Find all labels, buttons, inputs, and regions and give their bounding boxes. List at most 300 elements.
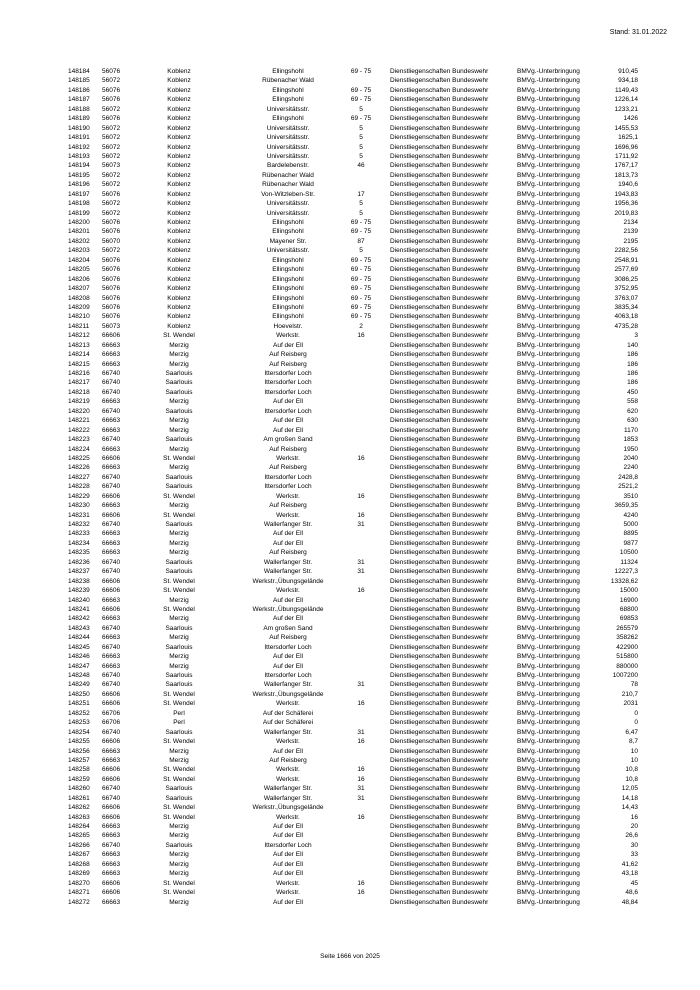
row-id-cell: 148210 — [68, 313, 90, 321]
house-number-cell: 5 — [359, 143, 363, 151]
postal-code-cell: 66740 — [102, 379, 121, 387]
row-id-cell: 148209 — [68, 303, 90, 311]
usage-cell: BMVg.-Unterbringung — [517, 143, 580, 151]
table-row — [0, 397, 700, 406]
category-cell: Dienstliegenschaften Bundeswehr — [390, 360, 489, 368]
table-row — [0, 548, 700, 557]
category-cell: Dienstliegenschaften Bundeswehr — [390, 851, 489, 859]
value-cell: 2577,69 — [614, 266, 638, 274]
row-id-cell: 148253 — [68, 719, 90, 727]
street-cell: Ellingshohl — [272, 303, 304, 311]
category-cell: Dienstliegenschaften Bundeswehr — [390, 285, 489, 293]
category-cell: Dienstliegenschaften Bundeswehr — [390, 530, 489, 538]
row-id-cell: 148270 — [68, 879, 90, 887]
category-cell: Dienstliegenschaften Bundeswehr — [390, 313, 489, 321]
table-row — [0, 794, 700, 803]
city-cell: Merzig — [169, 530, 189, 538]
city-cell: Koblenz — [167, 247, 191, 255]
street-cell: Auf Reisberg — [269, 502, 307, 510]
street-cell: Rübenacher Wald — [262, 181, 314, 189]
street-cell: Ittersdorfer Loch — [264, 643, 312, 651]
value-cell: 1625,1 — [618, 134, 638, 142]
postal-code-cell: 66663 — [102, 417, 121, 425]
category-cell: Dienstliegenschaften Bundeswehr — [390, 247, 489, 255]
street-cell: Universitätsstr. — [266, 105, 310, 113]
usage-cell: BMVg.-Unterbringung — [517, 634, 580, 642]
category-cell: Dienstliegenschaften Bundeswehr — [390, 653, 489, 661]
table-row — [0, 426, 700, 435]
city-cell: Saarlouis — [165, 624, 193, 632]
house-number-cell: 31 — [357, 568, 365, 576]
street-cell: Auf der Ell — [273, 898, 303, 906]
table-row — [0, 143, 700, 152]
city-cell: Koblenz — [167, 285, 191, 293]
usage-cell: BMVg.-Unterbringung — [517, 719, 580, 727]
value-cell: 11324 — [620, 558, 638, 566]
postal-code-cell: 66663 — [102, 870, 121, 878]
city-cell: St. Wendel — [163, 775, 195, 783]
category-cell: Dienstliegenschaften Bundeswehr — [390, 794, 489, 802]
value-cell: 68800 — [619, 605, 638, 613]
house-number-cell: 5 — [359, 134, 363, 142]
value-cell: 2019,83 — [614, 209, 638, 217]
row-id-cell: 148211 — [68, 322, 90, 330]
row-id-cell: 148266 — [68, 841, 90, 849]
category-cell: Dienstliegenschaften Bundeswehr — [390, 596, 489, 604]
category-cell: Dienstliegenschaften Bundeswehr — [390, 162, 489, 170]
usage-cell: BMVg.-Unterbringung — [517, 577, 580, 585]
value-cell: 422900 — [616, 643, 638, 651]
city-cell: Koblenz — [167, 190, 191, 198]
postal-code-cell: 56072 — [102, 152, 121, 160]
value-cell: 41,62 — [621, 860, 638, 868]
row-id-cell: 148238 — [68, 577, 90, 585]
category-cell: Dienstliegenschaften Bundeswehr — [390, 77, 489, 85]
usage-cell: BMVg.-Unterbringung — [517, 653, 580, 661]
street-cell: Hoevelstr. — [273, 322, 303, 330]
table-row — [0, 454, 700, 463]
usage-cell: BMVg.-Unterbringung — [517, 662, 580, 670]
house-number-cell: 16 — [357, 332, 365, 340]
city-cell: Koblenz — [167, 143, 191, 151]
row-id-cell: 148243 — [68, 624, 90, 632]
table-row — [0, 435, 700, 444]
value-cell: 1007200 — [612, 672, 638, 679]
category-cell: Dienstliegenschaften Bundeswehr — [390, 889, 489, 897]
value-cell: 20 — [630, 823, 638, 830]
table-row — [0, 879, 700, 888]
category-cell: Dienstliegenschaften Bundeswehr — [390, 209, 489, 217]
row-id-cell: 148256 — [68, 747, 90, 755]
postal-code-cell: 66663 — [102, 502, 121, 510]
city-cell: St. Wendel — [163, 492, 195, 500]
value-cell: 43,18 — [621, 870, 638, 878]
row-id-cell: 148201 — [68, 228, 90, 236]
category-cell: Dienstliegenschaften Bundeswehr — [390, 370, 489, 377]
city-cell: St. Wendel — [163, 454, 195, 462]
street-cell: Bardelebenstr. — [267, 162, 309, 170]
category-cell: Dienstliegenschaften Bundeswehr — [390, 521, 489, 528]
row-id-cell: 148226 — [68, 464, 90, 472]
street-cell: Wallerfanger Str. — [263, 558, 313, 566]
value-cell: 69853 — [619, 615, 638, 623]
usage-cell: BMVg.-Unterbringung — [517, 341, 580, 349]
city-cell: Koblenz — [167, 86, 191, 94]
postal-code-cell: 56073 — [102, 322, 121, 330]
row-id-cell: 148208 — [68, 294, 90, 302]
value-cell: 48,84 — [621, 898, 638, 906]
table-row — [0, 520, 700, 529]
street-cell: Wallerfanger Str. — [263, 728, 313, 736]
city-cell: Merzig — [169, 539, 189, 547]
city-cell: Koblenz — [167, 105, 191, 113]
city-cell: Merzig — [169, 898, 189, 906]
value-cell: 1233,21 — [614, 105, 638, 113]
street-cell: Auf Reisberg — [269, 360, 307, 368]
postal-code-cell: 66663 — [102, 341, 121, 349]
category-cell: Dienstliegenschaften Bundeswehr — [390, 303, 489, 311]
street-cell: Wallerfanger Str. — [263, 794, 313, 802]
value-cell: 1170 — [624, 426, 638, 434]
city-cell: Koblenz — [167, 219, 191, 226]
postal-code-cell: 66740 — [102, 728, 121, 736]
street-cell: Ittersdorfer Loch — [264, 370, 312, 377]
table-row — [0, 265, 700, 274]
city-cell: Saarlouis — [165, 681, 193, 689]
postal-code-cell: 66663 — [102, 634, 121, 642]
table-row — [0, 888, 700, 897]
house-number-cell: 69 - 75 — [350, 313, 372, 321]
table-row — [0, 294, 700, 303]
row-id-cell: 148265 — [68, 832, 90, 840]
table-row — [0, 378, 700, 387]
city-cell: Merzig — [169, 341, 189, 349]
value-cell: 10,8 — [625, 766, 638, 774]
city-cell: Koblenz — [167, 152, 191, 160]
city-cell: St. Wendel — [163, 813, 195, 821]
postal-code-cell: 56076 — [102, 275, 121, 283]
postal-code-cell: 56072 — [102, 77, 121, 85]
street-cell: Werkstr. — [276, 775, 300, 783]
usage-cell: BMVg.-Unterbringung — [517, 370, 580, 377]
table-row — [0, 511, 700, 520]
value-cell: 358262 — [616, 634, 638, 642]
row-id-cell: 148228 — [68, 483, 90, 491]
category-cell: Dienstliegenschaften Bundeswehr — [390, 775, 489, 783]
usage-cell: BMVg.-Unterbringung — [517, 587, 580, 595]
city-cell: Koblenz — [167, 162, 191, 170]
city-cell: Saarlouis — [165, 379, 193, 387]
street-cell: Am großen Sand — [263, 436, 313, 444]
street-cell: Ittersdorfer Loch — [264, 473, 312, 481]
usage-cell: BMVg.-Unterbringung — [517, 256, 580, 264]
postal-code-cell: 66663 — [102, 653, 121, 661]
postal-code-cell: 56076 — [102, 285, 121, 293]
city-cell: Koblenz — [167, 96, 191, 104]
category-cell: Dienstliegenschaften Bundeswehr — [390, 219, 489, 226]
street-cell: Auf der Ell — [273, 539, 303, 547]
postal-code-cell: 66606 — [102, 738, 121, 746]
value-cell: 8,7 — [628, 738, 638, 746]
city-cell: Koblenz — [167, 266, 191, 274]
table-row — [0, 567, 700, 576]
postal-code-cell: 66606 — [102, 775, 121, 783]
row-id-cell: 148221 — [68, 417, 90, 425]
city-cell: Merzig — [169, 351, 189, 359]
usage-cell: BMVg.-Unterbringung — [517, 332, 580, 340]
row-id-cell: 148207 — [68, 285, 90, 293]
usage-cell: BMVg.-Unterbringung — [517, 539, 580, 547]
postal-code-cell: 56076 — [102, 96, 121, 104]
city-cell: Saarlouis — [165, 521, 193, 528]
city-cell: Merzig — [169, 445, 189, 453]
table-row — [0, 747, 700, 756]
postal-code-cell: 56072 — [102, 209, 121, 217]
row-id-cell: 148189 — [68, 115, 90, 123]
value-cell: 934,18 — [618, 77, 638, 85]
street-cell: Auf der Ell — [273, 596, 303, 604]
category-cell: Dienstliegenschaften Bundeswehr — [390, 615, 489, 623]
row-id-cell: 148225 — [68, 454, 90, 462]
street-cell: Auf der Ell — [273, 341, 303, 349]
street-cell: Auf der Ell — [273, 860, 303, 868]
street-cell: Ellingshohl — [272, 219, 304, 226]
table-row — [0, 699, 700, 708]
value-cell: 10,8 — [625, 775, 638, 783]
postal-code-cell: 66663 — [102, 747, 121, 755]
category-cell: Dienstliegenschaften Bundeswehr — [390, 445, 489, 453]
table-row — [0, 180, 700, 189]
value-cell: 45 — [630, 879, 638, 887]
table-row — [0, 756, 700, 765]
value-cell: 3086,25 — [614, 275, 638, 283]
category-cell: Dienstliegenschaften Bundeswehr — [390, 558, 489, 566]
street-cell: Auf Reisberg — [269, 445, 307, 453]
category-cell: Dienstliegenschaften Bundeswehr — [390, 492, 489, 500]
table-row — [0, 850, 700, 859]
value-cell: 3510 — [623, 492, 638, 500]
table-row — [0, 605, 700, 614]
value-cell: 15000 — [619, 587, 638, 595]
street-cell: Universitätsstr. — [266, 200, 310, 208]
category-cell: Dienstliegenschaften Bundeswehr — [390, 870, 489, 878]
table-row — [0, 831, 700, 840]
value-cell: 450 — [627, 388, 638, 396]
usage-cell: BMVg.-Unterbringung — [517, 115, 580, 123]
category-cell: Dienstliegenschaften Bundeswehr — [390, 171, 489, 179]
table-row — [0, 95, 700, 104]
table-row — [0, 360, 700, 369]
table-row — [0, 643, 700, 652]
row-id-cell: 148203 — [68, 247, 90, 255]
usage-cell: BMVg.-Unterbringung — [517, 124, 580, 132]
category-cell: Dienstliegenschaften Bundeswehr — [390, 332, 489, 340]
city-cell: Merzig — [169, 634, 189, 642]
house-number-cell: 69 - 75 — [350, 228, 372, 236]
street-cell: Werkstr. — [276, 879, 300, 887]
table-row — [0, 86, 700, 95]
category-cell: Dienstliegenschaften Bundeswehr — [390, 388, 489, 396]
table-row — [0, 209, 700, 218]
category-cell: Dienstliegenschaften Bundeswehr — [390, 379, 489, 387]
postal-code-cell: 66606 — [102, 587, 121, 595]
usage-cell: BMVg.-Unterbringung — [517, 766, 580, 774]
category-cell: Dienstliegenschaften Bundeswehr — [390, 96, 489, 104]
postal-code-cell: 66606 — [102, 511, 121, 519]
postal-code-cell: 66663 — [102, 398, 121, 406]
street-cell: Werkstr. — [276, 492, 300, 500]
usage-cell: BMVg.-Unterbringung — [517, 162, 580, 170]
row-id-cell: 148188 — [68, 105, 90, 113]
street-cell: Auf der Schäferei — [262, 709, 314, 717]
value-cell: 1767,17 — [614, 162, 638, 170]
value-cell: 3763,07 — [614, 294, 638, 302]
usage-cell: BMVg.-Unterbringung — [517, 605, 580, 613]
table-row — [0, 803, 700, 812]
usage-cell: BMVg.-Unterbringung — [517, 738, 580, 746]
value-cell: 2521,2 — [618, 483, 638, 491]
house-number-cell: 16 — [357, 813, 365, 821]
value-cell: 1853 — [623, 436, 638, 444]
house-number-cell: 5 — [359, 200, 363, 208]
value-cell: 2195 — [623, 237, 638, 245]
row-id-cell: 148260 — [68, 785, 90, 793]
usage-cell: BMVg.-Unterbringung — [517, 417, 580, 425]
city-cell: Saarlouis — [165, 728, 193, 736]
table-row — [0, 312, 700, 321]
house-number-cell: 31 — [357, 681, 365, 689]
value-cell: 265579 — [616, 624, 638, 632]
city-cell: Saarlouis — [165, 436, 193, 444]
house-number-cell: 69 - 75 — [350, 115, 372, 123]
house-number-cell: 16 — [357, 511, 365, 519]
usage-cell: BMVg.-Unterbringung — [517, 407, 580, 415]
usage-cell: BMVg.-Unterbringung — [517, 436, 580, 444]
value-cell: 33 — [630, 851, 638, 859]
usage-cell: BMVg.-Unterbringung — [517, 615, 580, 623]
value-cell: 140 — [627, 341, 638, 349]
row-id-cell: 148263 — [68, 813, 90, 821]
street-cell: Ellingshohl — [272, 266, 304, 274]
category-cell: Dienstliegenschaften Bundeswehr — [390, 275, 489, 283]
city-cell: Koblenz — [167, 181, 191, 189]
category-cell: Dienstliegenschaften Bundeswehr — [390, 681, 489, 689]
table-row — [0, 303, 700, 312]
city-cell: St. Wendel — [163, 577, 195, 585]
postal-code-cell: 56076 — [102, 228, 121, 236]
table-row — [0, 482, 700, 491]
street-cell: Auf der Ell — [273, 426, 303, 434]
city-cell: Koblenz — [167, 322, 191, 330]
table-row — [0, 463, 700, 472]
row-id-cell: 148186 — [68, 86, 90, 94]
city-cell: Merzig — [169, 549, 189, 557]
table-row — [0, 709, 700, 718]
row-id-cell: 148264 — [68, 823, 90, 830]
row-id-cell: 148198 — [68, 200, 90, 208]
postal-code-cell: 66663 — [102, 860, 121, 868]
postal-code-cell: 56072 — [102, 124, 121, 132]
row-id-cell: 148195 — [68, 171, 90, 179]
street-cell: Ellingshohl — [272, 285, 304, 293]
category-cell: Dienstliegenschaften Bundeswehr — [390, 398, 489, 406]
row-id-cell: 148214 — [68, 351, 90, 359]
usage-cell: BMVg.-Unterbringung — [517, 77, 580, 85]
usage-cell: BMVg.-Unterbringung — [517, 747, 580, 755]
value-cell: 880000 — [616, 662, 638, 670]
usage-cell: BMVg.-Unterbringung — [517, 379, 580, 387]
category-cell: Dienstliegenschaften Bundeswehr — [390, 454, 489, 462]
table-row — [0, 633, 700, 642]
category-cell: Dienstliegenschaften Bundeswehr — [390, 804, 489, 812]
street-cell: Werkstr.,Übungsgelände — [252, 804, 324, 812]
table-row — [0, 67, 700, 76]
table-row — [0, 407, 700, 416]
category-cell: Dienstliegenschaften Bundeswehr — [390, 256, 489, 264]
category-cell: Dienstliegenschaften Bundeswehr — [390, 568, 489, 576]
category-cell: Dienstliegenschaften Bundeswehr — [390, 417, 489, 425]
category-cell: Dienstliegenschaften Bundeswehr — [390, 813, 489, 821]
table-row — [0, 690, 700, 699]
house-number-cell: 69 - 75 — [350, 294, 372, 302]
category-cell: Dienstliegenschaften Bundeswehr — [390, 700, 489, 708]
usage-cell: BMVg.-Unterbringung — [517, 322, 580, 330]
usage-cell: BMVg.-Unterbringung — [517, 105, 580, 113]
postal-code-cell: 66740 — [102, 483, 121, 491]
city-cell: Saarlouis — [165, 388, 193, 396]
category-cell: Dienstliegenschaften Bundeswehr — [390, 68, 489, 75]
table-row — [0, 161, 700, 170]
category-cell: Dienstliegenschaften Bundeswehr — [390, 473, 489, 481]
street-cell: Universitätsstr. — [266, 209, 310, 217]
value-cell: 2040 — [623, 454, 638, 462]
table-row — [0, 624, 700, 633]
city-cell: Koblenz — [167, 171, 191, 179]
usage-cell: BMVg.-Unterbringung — [517, 558, 580, 566]
usage-cell: BMVg.-Unterbringung — [517, 596, 580, 604]
category-cell: Dienstliegenschaften Bundeswehr — [390, 823, 489, 830]
house-number-cell: 5 — [359, 152, 363, 160]
row-id-cell: 148199 — [68, 209, 90, 217]
table-row — [0, 680, 700, 689]
street-cell: Ellingshohl — [272, 313, 304, 321]
table-row — [0, 124, 700, 133]
street-cell: Universitätsstr. — [266, 152, 310, 160]
table-row — [0, 586, 700, 595]
city-cell: Merzig — [169, 662, 189, 670]
table-row — [0, 728, 700, 737]
postal-code-cell: 66606 — [102, 889, 121, 897]
usage-cell: BMVg.-Unterbringung — [517, 360, 580, 368]
row-id-cell: 148234 — [68, 539, 90, 547]
postal-code-cell: 66663 — [102, 615, 121, 623]
street-cell: Werkstr.,Übungsgelände — [252, 690, 324, 698]
postal-code-cell: 66740 — [102, 681, 121, 689]
house-number-cell: 31 — [357, 794, 365, 802]
postal-code-cell: 66663 — [102, 539, 121, 547]
row-id-cell: 148202 — [68, 237, 90, 245]
table-row — [0, 765, 700, 774]
row-id-cell: 148268 — [68, 860, 90, 868]
city-cell: Saarlouis — [165, 643, 193, 651]
street-cell: Werkstr. — [276, 700, 300, 708]
row-id-cell: 148235 — [68, 549, 90, 557]
usage-cell: BMVg.-Unterbringung — [517, 690, 580, 698]
category-cell: Dienstliegenschaften Bundeswehr — [390, 436, 489, 444]
table-row — [0, 369, 700, 378]
usage-cell: BMVg.-Unterbringung — [517, 889, 580, 897]
table-row — [0, 869, 700, 878]
